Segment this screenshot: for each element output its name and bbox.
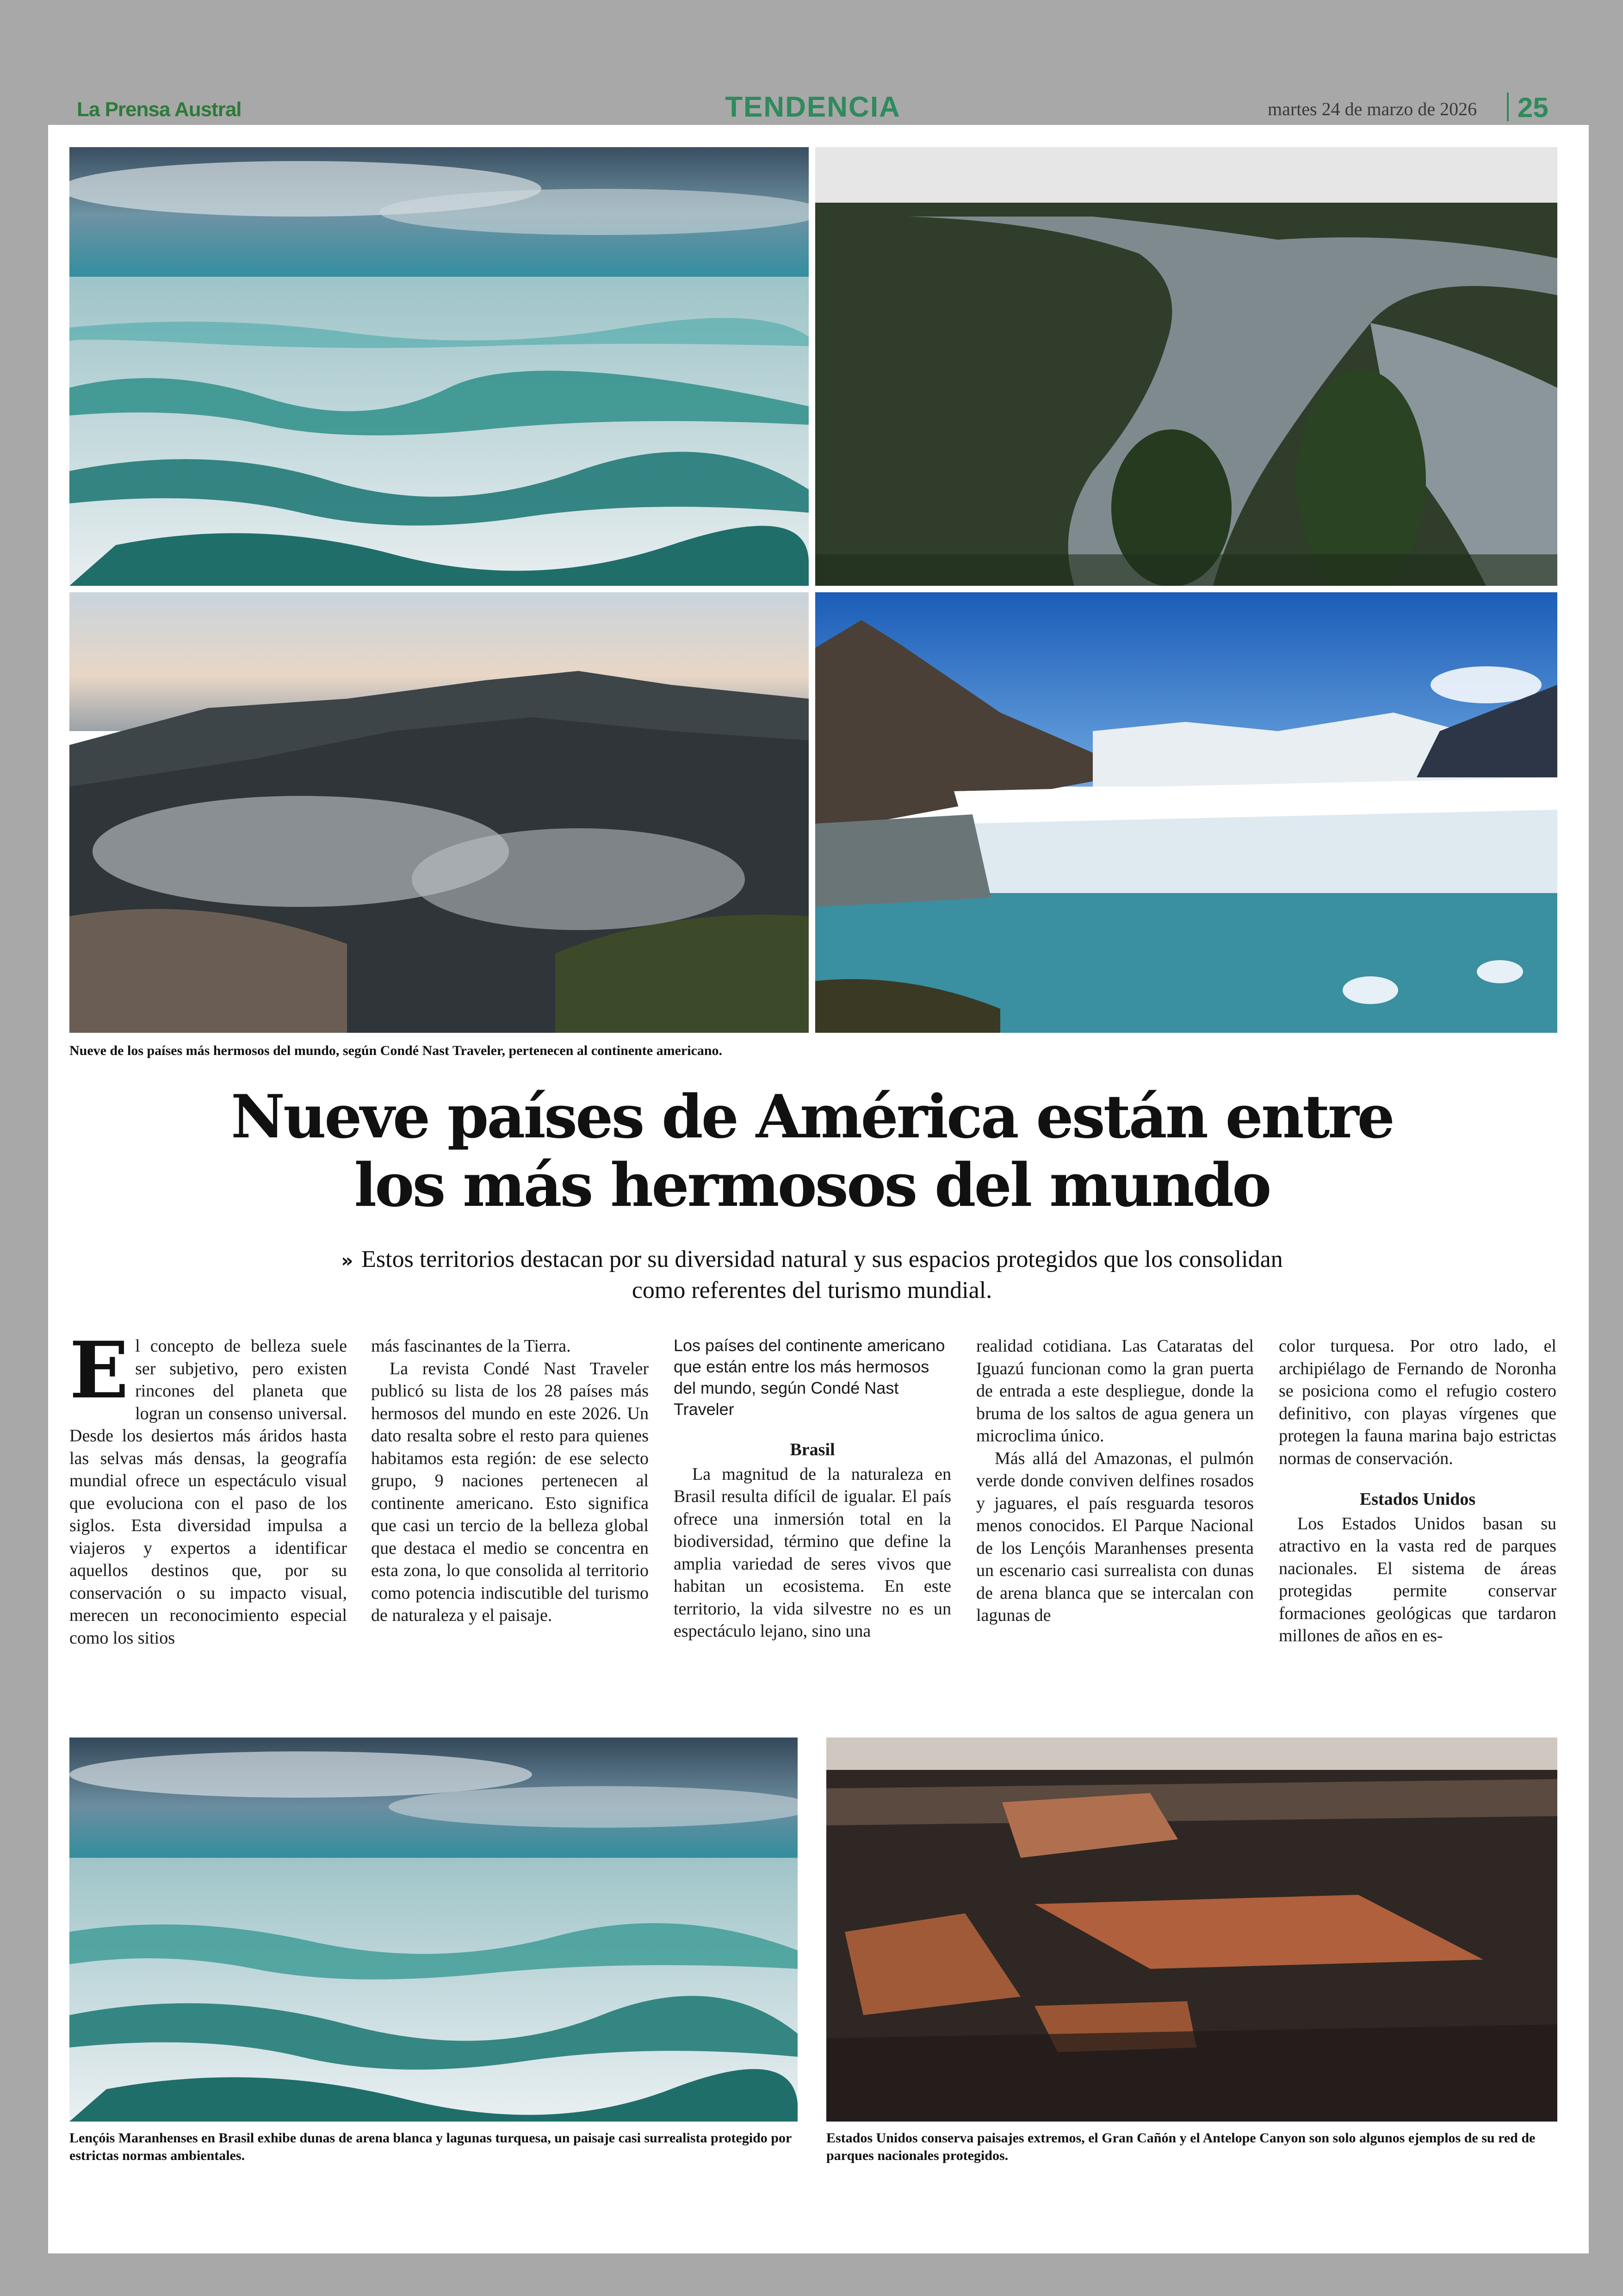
photo-lencois-maranhenses <box>69 1738 798 2122</box>
drop-cap: E <box>69 1324 129 1416</box>
column-4-paragraph: Más allá del Amazonas, el pulmón verde donde conviven delfines rosados y jaguares, el país resguarda tesoros menos conocidos. El Parque Nacional de los Lençóis Maranhenses presenta un escenario casi surrealista con dunas de arena blanca que se intercalan con lagunas de <box>976 1448 1254 1625</box>
column-2-continuation: más fascinantes de la Tierra. <box>371 1336 571 1356</box>
article-headline <box>139 1083 1485 1220</box>
headline-line-2: los más hermosos del mundo <box>354 1151 1270 1220</box>
page-number: 25 <box>1518 92 1549 123</box>
photo-grand-canyon <box>826 1738 1557 2122</box>
column-3-paragraph: La magnitud de la naturaleza en Brasil resulta difícil de igualar. El país ofrece una inmersión total en la biodiversidad, término que define la amplia variedad de seres vivos que habitan un ecosistema. En este territorio, la vida silvestre no es un espectáculo lejano, sino una <box>674 1464 951 1641</box>
article-column-2 <box>371 1335 649 1627</box>
article-column-1 <box>69 1324 347 1649</box>
photo-caption-bottom-right: Estados Unidos conserva paisajes extremos, el Gran Cañón y el Antelope Canyon son solo algunos ejemplos de su red de parques nacionales protegidos. <box>826 2130 1536 2163</box>
column-2-paragraph: La revista Condé Nast Traveler publicó su lista de los 28 países más hermosos del mundo en este 2026. Un dato resalta sobre el resto para quienes habitamos esta región: de ese selecto grupo, 9 naciones pertenecen al continente americano. Esto significa que casi un tercio de la belleza global que destaca el medio se concentra en esta zona, lo que consolida al territorio como potencia indiscutible del turismo de naturaleza y el paisaje. <box>371 1359 649 1625</box>
column-4-continuation: realidad cotidiana. Las Cataratas del Iguazú funcionan como la gran puerta de entrada a este despliegue, donde la bruma de los saltos de agua genera un microclima único. <box>976 1336 1254 1446</box>
column-5-paragraph: Los Estados Unidos basan su atractivo en la vasta red de parques nacionales. El sistema de áreas protegidas permite conservar formaciones geológicas que tardaron millones de años en es- <box>1279 1514 1556 1645</box>
deck-marker-icon: » <box>341 1250 353 1272</box>
issue-date: martes 24 de marzo de 2026 <box>1268 99 1477 119</box>
article-column-4 <box>976 1335 1254 1627</box>
column-1-text: l concepto de belleza suele ser subjetivo, pero existen rincones del planeta que logran un consenso universal. Desde los desiertos más áridos hasta las selvas más densas, la geografía mundial ofrece un espectáculo visual que evoluciona con el paso de los siglos. Esta diversidad impulsa a viajeros y expertos a identificar aquellos destinos que, por su conservación o su impacto visual, merecen un reconocimiento especial como los sitios <box>69 1336 347 1648</box>
newspaper-name: La Prensa Austral <box>77 98 242 121</box>
photo-caption-bottom-left: Lençóis Maranhenses en Brasil exhibe dunas de arena blanca y lagunas turquesa, un paisaje casi surrealista protegido por estrictas normas ambientales. <box>69 2130 792 2163</box>
article-deck <box>324 1245 1300 1305</box>
photo-dunes-lagoons <box>69 147 809 586</box>
column-5-continuation: color turquesa. Por otro lado, el archipiélago de Fernando de Noronha se posiciona como el refugio costero definitivo, con playas vírgenes que protegen la fauna marina bajo estrictas normas de conservación. <box>1279 1336 1556 1468</box>
pull-quote: Los países del continente americano que están entre los más hermosos del mundo, según Condé Nast Traveler <box>674 1336 945 1419</box>
subheading-brasil: Brasil <box>790 1440 835 1459</box>
header-divider <box>1507 93 1509 121</box>
photo-glacier <box>815 592 1557 1033</box>
article-column-3 <box>674 1335 951 1643</box>
headline-line-1: Nueve países de América están entre <box>231 1082 1393 1152</box>
section-title: TENDENCIA <box>725 91 901 123</box>
subheading-estados-unidos: Estados Unidos <box>1359 1489 1476 1509</box>
article-column-5 <box>1279 1335 1556 1647</box>
deck-text: Estos territorios destacan por su diversidad natural y sus espacios protegidos que los consolidan como referentes del turismo mundial. <box>361 1246 1283 1303</box>
photo-misty-mountains <box>69 592 809 1033</box>
photo-caption-top: Nueve de los países más hermosos del mundo, según Condé Nast Traveler, pertenecen al continente americano. <box>69 1043 723 1058</box>
photo-river-forest <box>815 147 1557 586</box>
